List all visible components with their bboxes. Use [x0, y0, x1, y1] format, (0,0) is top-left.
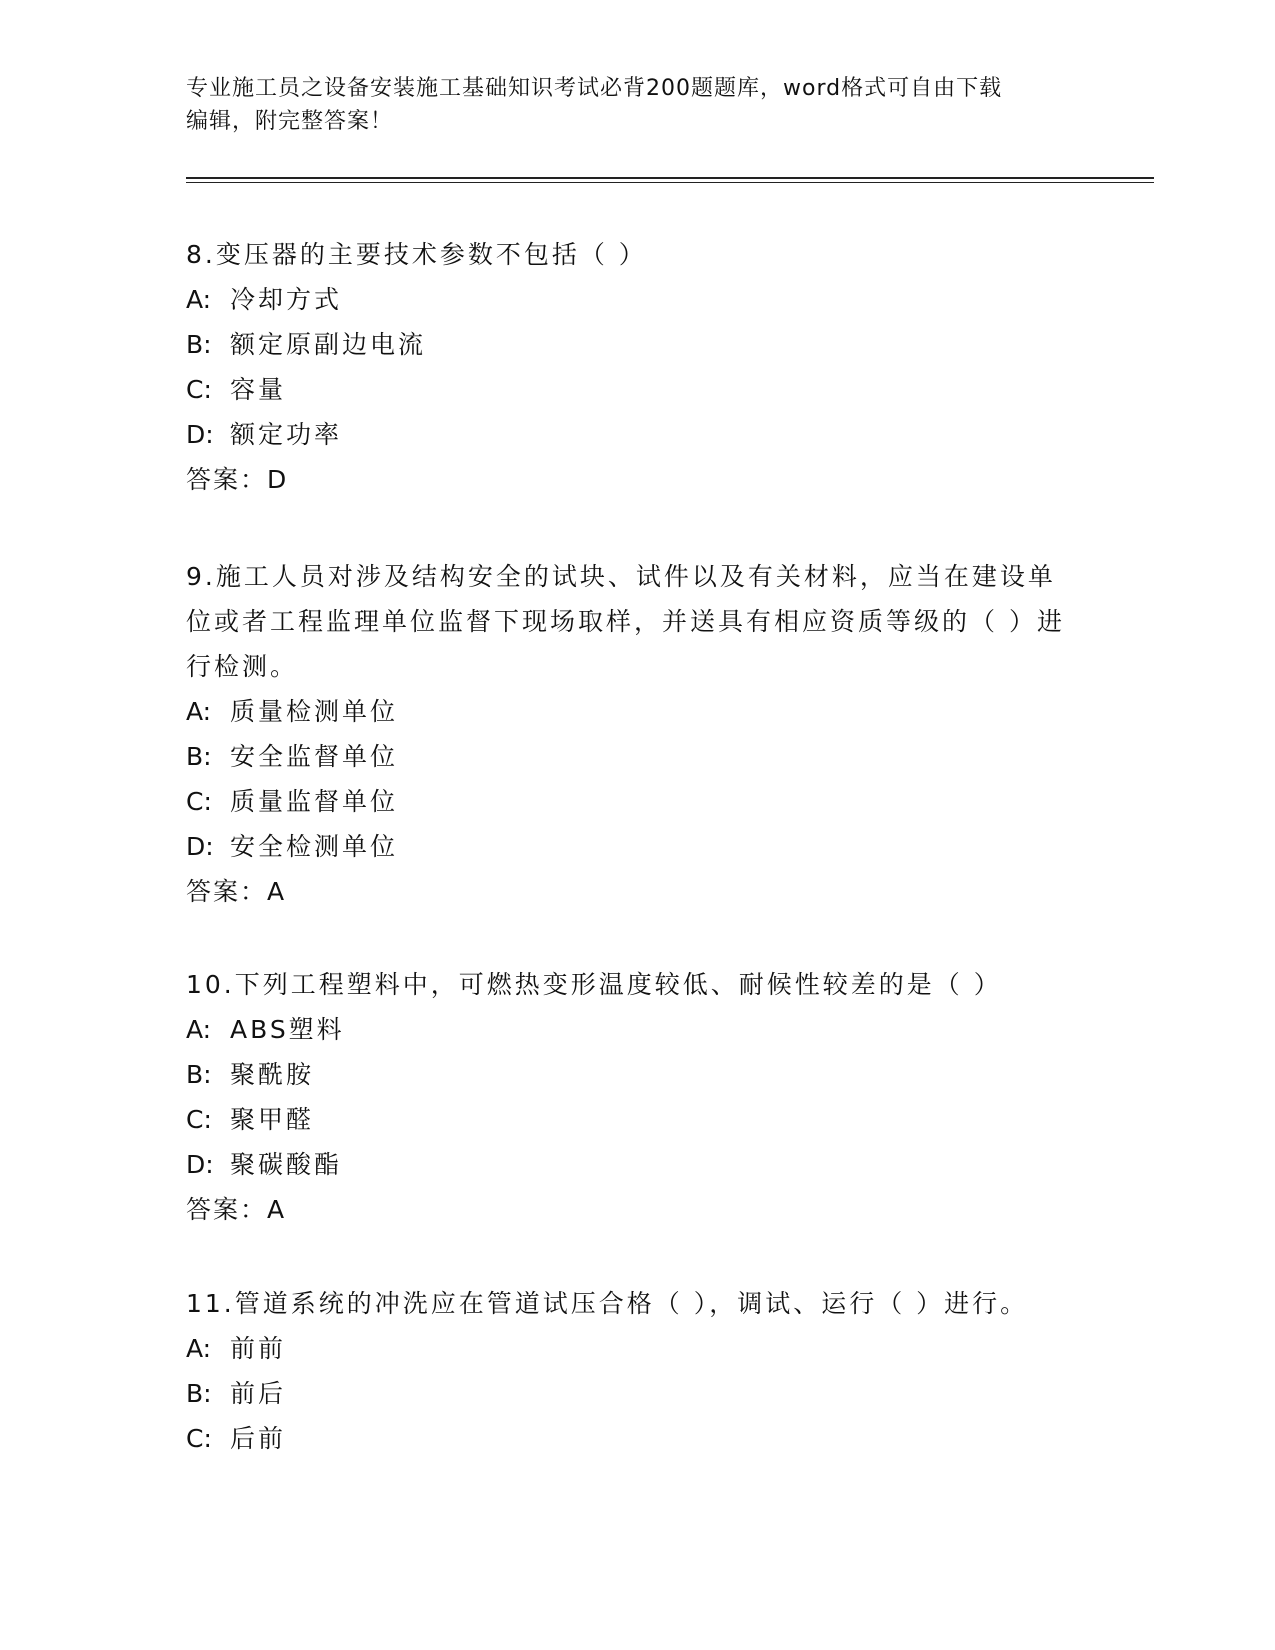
option-a: [186, 1007, 1066, 1052]
option-d: [186, 412, 1066, 457]
option-key: C:: [186, 1424, 212, 1453]
option-a: [186, 1326, 1066, 1371]
option-b: [186, 734, 1066, 779]
option-text: 后前: [230, 1424, 287, 1453]
answer-value: D: [267, 465, 287, 494]
option-c: [186, 1097, 1066, 1142]
option-text: 额定功率: [230, 420, 343, 449]
option-text: 聚碳酸酯: [230, 1150, 343, 1179]
option-a: [186, 689, 1066, 734]
option-key: A:: [186, 1334, 212, 1363]
answer-label: 答案：: [186, 465, 268, 494]
option-c: [186, 1416, 1066, 1461]
question-stem: 8.变压器的主要技术参数不包括（ ）: [186, 240, 647, 269]
answer-line: [186, 457, 1066, 502]
answer-value: A: [267, 877, 285, 906]
question-stem: 10.下列工程塑料中，可燃热变形温度较低、耐候性较差的是（ ）: [186, 970, 1002, 999]
option-text: 额定原副边电流: [230, 330, 427, 359]
option-key: C:: [186, 375, 212, 404]
answer-line: [186, 1187, 1066, 1232]
answer-label: 答案：: [186, 1195, 268, 1224]
option-text: ABS塑料: [230, 1015, 345, 1044]
option-text: 聚酰胺: [230, 1060, 315, 1089]
option-text: 质量监督单位: [230, 787, 399, 816]
option-key: A:: [186, 285, 212, 314]
question-9: [186, 554, 1066, 914]
answer-line: [186, 869, 1066, 914]
option-d: [186, 1142, 1066, 1187]
question-stem: 9.施工人员对涉及结构安全的试块、试件以及有关材料，应当在建设单位或者工程监理单位监督下现场取样，并送具有相应资质等级的（ ）进行检测。: [186, 562, 1065, 681]
option-key: D:: [186, 832, 214, 861]
option-c: [186, 367, 1066, 412]
option-b: [186, 1052, 1066, 1097]
header-divider-bottom: [186, 182, 1154, 183]
option-key: B:: [186, 1379, 212, 1408]
option-text: 质量检测单位: [230, 697, 399, 726]
option-key: C:: [186, 1105, 212, 1134]
option-text: 容量: [230, 375, 287, 404]
header-line-1: 专业施工员之设备安装施工基础知识考试必背200题题库，word格式可自由下载: [186, 76, 1003, 101]
option-text: 安全监督单位: [230, 742, 399, 771]
option-text: 冷却方式: [230, 285, 343, 314]
option-key: D:: [186, 1150, 214, 1179]
option-text: 安全检测单位: [230, 832, 399, 861]
option-key: D:: [186, 420, 214, 449]
question-8: [186, 232, 1066, 502]
option-key: B:: [186, 742, 212, 771]
document-header: [186, 72, 1066, 138]
option-key: B:: [186, 1060, 212, 1089]
answer-label: 答案：: [186, 877, 268, 906]
option-d: [186, 824, 1066, 869]
question-11: [186, 1281, 1066, 1461]
option-text: 前前: [230, 1334, 287, 1363]
option-key: A:: [186, 1015, 212, 1044]
option-b: [186, 1371, 1066, 1416]
header-divider-top: [186, 177, 1154, 179]
option-key: A:: [186, 697, 212, 726]
question-stem: 11.管道系统的冲洗应在管道试压合格（ ），调试、运行（ ）进行。: [186, 1289, 1029, 1318]
option-key: B:: [186, 330, 212, 359]
option-b: [186, 322, 1066, 367]
option-a: [186, 277, 1066, 322]
option-text: 聚甲醛: [230, 1105, 315, 1134]
header-line-2: 编辑，附完整答案！: [186, 109, 394, 134]
option-text: 前后: [230, 1379, 287, 1408]
answer-value: A: [267, 1195, 285, 1224]
question-10: [186, 962, 1066, 1232]
option-c: [186, 779, 1066, 824]
option-key: C:: [186, 787, 212, 816]
